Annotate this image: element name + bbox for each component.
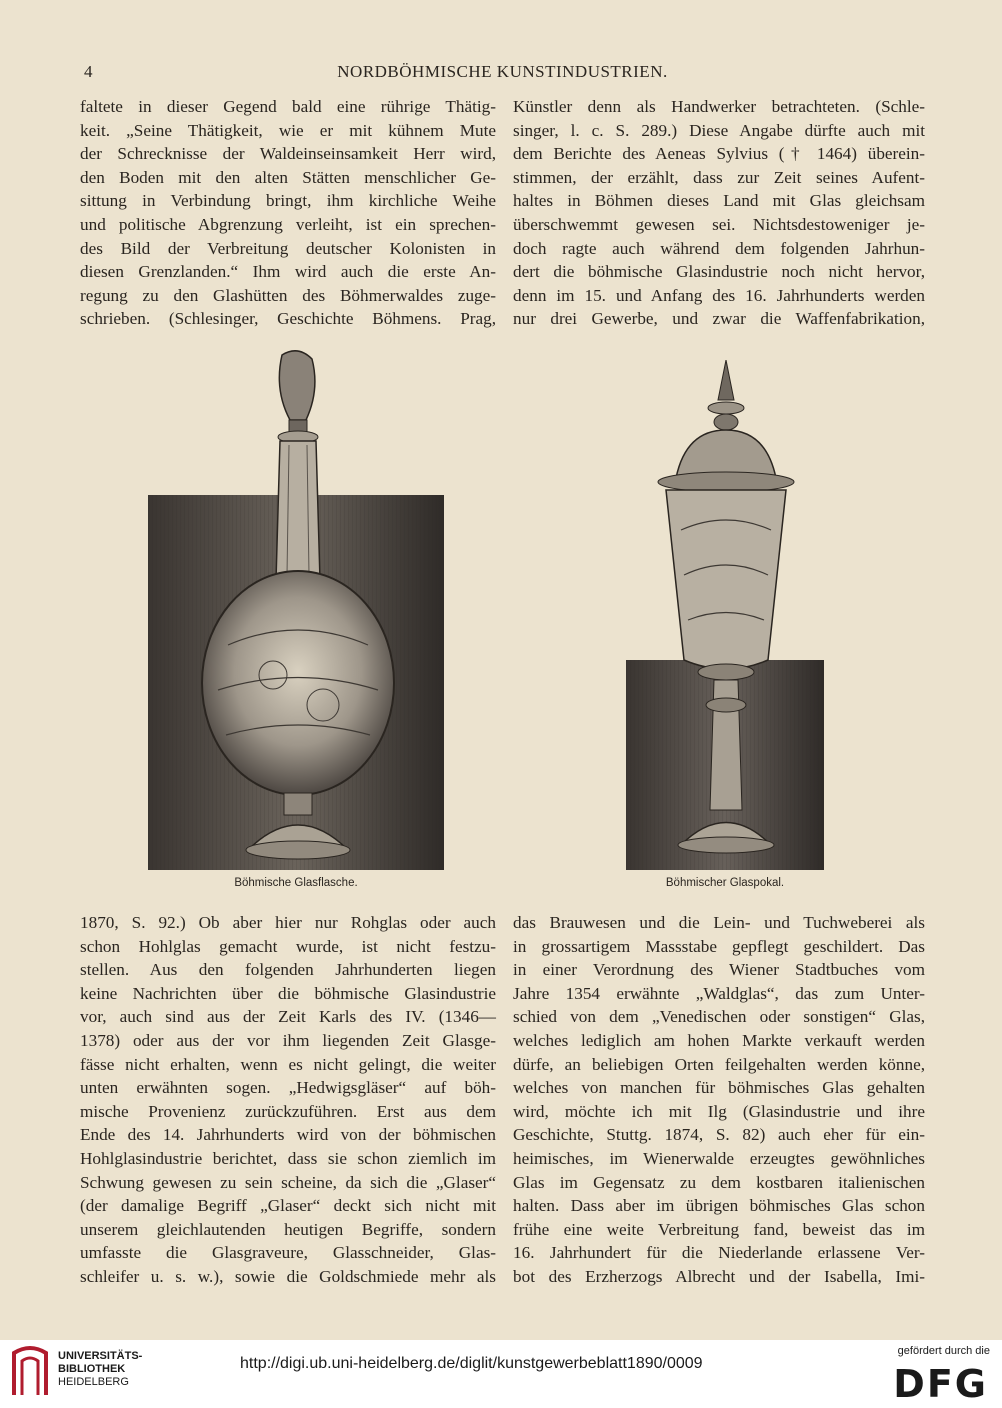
funding-note: gefördert durch die bbox=[897, 1345, 990, 1357]
text-line: Ende des 14. Jahrhunderts wird von der böhmischen bbox=[80, 1125, 496, 1145]
text-line: nur drei Gewerbe, und zwar die Waffenfabrikation, bbox=[513, 309, 925, 329]
library-name-line3: HEIDELBERG bbox=[58, 1376, 129, 1388]
running-title: NORDBÖHMISCHE KUNSTINDUSTRIEN. bbox=[337, 62, 668, 81]
text-line: doch ragte auch während dem folgenden Jahrhun- bbox=[513, 238, 925, 258]
text-line: singer, l. c. S. 289.) Diese Angabe dürfte auch mit bbox=[513, 120, 925, 140]
text-line: schied von dem „Venedischen oder sonstigen“ Glas, bbox=[513, 1007, 925, 1027]
text-line: unten erwähnten sogen. „Hedwigsgläser“ auf böh- bbox=[80, 1078, 496, 1098]
text-line: haltes in Böhmen dieses Land mit Glas gleichsam bbox=[513, 191, 925, 211]
text-line: welches von manchen für böhmisches Glas gehalten bbox=[513, 1078, 925, 1098]
top-right-column bbox=[513, 95, 925, 331]
text-line: der Schrecknisse der Waldeinseinsamkeit Herr wird, bbox=[80, 144, 496, 164]
text-line: faltete in dieser Gegend bald eine rührige Thätig- bbox=[80, 97, 496, 116]
text-line: halten. Dass aber im übrigen böhmisches Glas schon bbox=[513, 1196, 925, 1216]
text-line: in grossartigem Massstabe gepflegt geschildert. Das bbox=[513, 936, 925, 956]
text-line: heimisches, im Wienerwalde erzeugtes gewöhnliches bbox=[513, 1148, 925, 1168]
text-line: Geschichte, Stuttg. 1874, S. 82) auch eher für ein- bbox=[513, 1125, 925, 1145]
text-line: dert die böhmische Glasindustrie noch nicht hervor, bbox=[513, 262, 925, 282]
library-name bbox=[58, 1350, 142, 1389]
left-figure-caption: Böhmische Glasflasche. bbox=[234, 877, 358, 889]
text-line: wird, möchte ich mit Ilg (Glasindustrie und ihre bbox=[513, 1101, 925, 1121]
text-line: umfasste die Glasgraveure, Glasschneider, Glas- bbox=[80, 1243, 496, 1263]
text-line: Glas im Gegensatz zu dem kostbaren italienischen bbox=[513, 1172, 925, 1192]
text-line: Schwung gewesen zu sein scheine, da sich die „Glaser“ bbox=[80, 1172, 496, 1192]
text-line: welches lediglich am hohen Markte verkauft werden bbox=[513, 1030, 925, 1050]
text-line: regung zu den Glashütten des Böhmerwaldes zuge- bbox=[80, 285, 496, 305]
text-line: Jahre 1354 erwähnte „Waldglas“, das zum Unter- bbox=[513, 983, 925, 1003]
bottom-right-column bbox=[513, 911, 925, 1289]
text-line: diesen Grenzlanden.“ Ihm wird auch die erste An- bbox=[80, 262, 496, 282]
text-line: unserem gleichlautenden heutigen Begriffe, sondern bbox=[80, 1219, 496, 1239]
text-line: sittung in Verbindung bringt, ihm kirchliche Weihe bbox=[80, 191, 496, 211]
text-line: stellen. Aus den folgenden Jahrhunderten liegen bbox=[80, 960, 496, 980]
text-line: denn im 15. und Anfang des 16. Jahrhunderts werden bbox=[513, 285, 925, 305]
text-line: 16. Jahrhundert für die Niederlande erlassene Ver- bbox=[513, 1243, 925, 1263]
text-line: keit. „Seine Thätigkeit, wie er mit kühnem Mute bbox=[80, 120, 496, 140]
text-line: vor, auch sind aus der Zeit Karls des IV. (1346— bbox=[80, 1007, 496, 1027]
library-logo-icon bbox=[10, 1345, 50, 1401]
digitization-footer bbox=[0, 1340, 1002, 1408]
text-line: fässe nicht erhalten, wenn es nicht gelingt, die weiter bbox=[80, 1054, 496, 1074]
text-line: 1870, S. 92.) Ob aber hier nur Rohglas oder auch bbox=[80, 913, 496, 932]
library-name-line2: BIBLIOTHEK bbox=[58, 1363, 126, 1375]
text-line: Künstler denn als Handwerker betrachteten. (Schle- bbox=[513, 97, 925, 116]
library-name-line1: UNIVERSITÄTS- bbox=[58, 1350, 143, 1362]
text-line: (der damalige Begriff „Glaser“ deckt sich nicht mit bbox=[80, 1196, 496, 1216]
text-line: und politische Abgrenzung verleiht, ist ein sprechen- bbox=[80, 214, 496, 234]
text-line: schleifer u. s. w.), sowie die Goldschmiede mehr als bbox=[80, 1266, 496, 1286]
text-line: 1378) oder aus der vor ihm liegenden Zeit Glasge- bbox=[80, 1030, 496, 1050]
text-line: schon Hohlglas gemacht wurde, ist nicht festzu- bbox=[80, 936, 496, 956]
bottom-left-column bbox=[80, 911, 496, 1289]
text-line: des Bild der Verbreitung deutscher Kolonisten in bbox=[80, 238, 496, 258]
text-line: dem Berichte des Aeneas Sylvius († 1464) überein- bbox=[513, 144, 925, 164]
text-line: das Brauwesen und die Lein- und Tuchweberei als bbox=[513, 913, 925, 932]
dfg-logo: DFG bbox=[893, 1362, 988, 1406]
text-line: in einer Verordnung des Wiener Stadtbuches vom bbox=[513, 960, 925, 980]
text-line: schrieben. (Schlesinger, Geschichte Böhmens. Prag, bbox=[80, 309, 496, 329]
text-line: frühe eine weite Verbreitung fand, beweist das im bbox=[513, 1219, 925, 1239]
page-number: 4 bbox=[84, 62, 93, 81]
top-left-column bbox=[80, 95, 496, 331]
text-line: überschwemmt gewesen sei. Nichtsdestoweniger je- bbox=[513, 214, 925, 234]
permalink-url[interactable]: http://digi.ub.uni-heidelberg.de/diglit/kunstgewerbeblatt1890/0009 bbox=[240, 1355, 703, 1372]
text-line: bot des Erzherzogs Albrecht und der Isabella, Imi- bbox=[513, 1266, 925, 1286]
text-line: dürfe, an beliebigen Orten feilgehalten werden könne, bbox=[513, 1054, 925, 1074]
glass-flask-illustration bbox=[148, 345, 444, 870]
glass-goblet-illustration bbox=[626, 360, 824, 870]
text-line: mische Provenienz zurückzuführen. Erst aus dem bbox=[80, 1101, 496, 1121]
text-line: keine Nachrichten über die böhmische Glasindustrie bbox=[80, 983, 496, 1003]
text-line: Hohlglasindustrie berichtet, dass sie schon ziemlich im bbox=[80, 1148, 496, 1168]
page-header bbox=[80, 62, 925, 88]
right-figure-caption: Böhmischer Glaspokal. bbox=[665, 877, 785, 889]
text-line: stimmen, der erzählt, dass zur Zeit seines Aufent- bbox=[513, 167, 925, 187]
text-line: den Boden mit den alten Stätten menschlicher Ge- bbox=[80, 167, 496, 187]
